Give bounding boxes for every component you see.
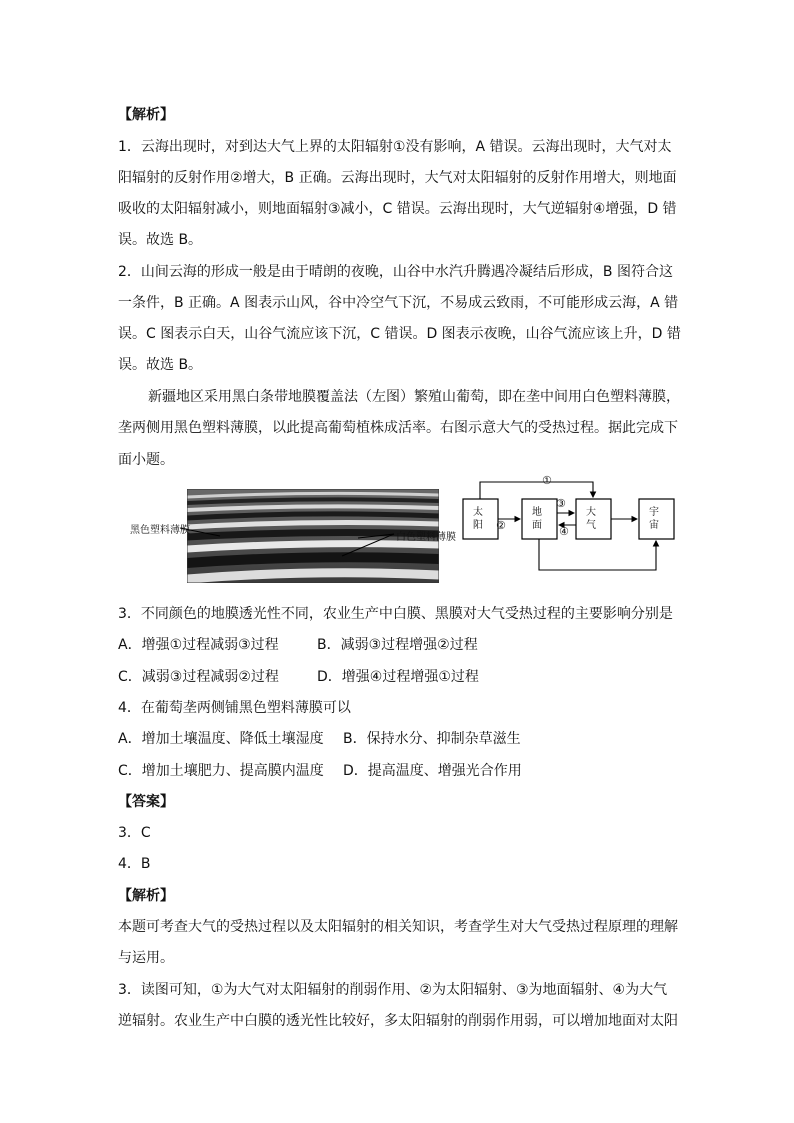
analysis2-line: 逆辐射。农业生产中白膜的透光性比较好，多太阳辐射的削弱作用弱，可以增加地面对太阳: [118, 1013, 678, 1029]
intro-line: 新疆地区采用黑白条带地膜覆盖法（左图）繁殖山葡萄，即在垄中间用白色塑料薄膜，: [148, 389, 680, 405]
intro-line: 垄两侧用黑色塑料薄膜，以此提高葡萄植株成活率。右图示意大气的受热过程。据此完成下: [118, 420, 678, 436]
ground-label: 地 面: [532, 507, 542, 531]
analysis-tag: 【解析】: [118, 107, 174, 123]
sun-label: 太 阳: [473, 507, 483, 531]
analysis1-line: 阳辐射的反射作用②增大，B 正确。云海出现时，大气对太阳辐射的反射作用增大，则地面: [118, 170, 677, 186]
space-label: 宇 宙: [649, 507, 659, 531]
answer-tag: 【答案】: [118, 794, 174, 810]
question-4-stem: 4．在葡萄垄两侧铺黑色塑料薄膜可以: [118, 700, 351, 716]
analysis1-line: 误。故选 B。: [118, 232, 203, 248]
analysis1-line: 误。C 图表示白天，山谷气流应该下沉，C 错误。D 图表示夜晚，山谷气流应该上升，D 错: [118, 326, 681, 342]
analysis1-line: 吸收的太阳辐射减小，则地面辐射③减小，C 错误。云海出现时，大气逆辐射④增强，D 错: [118, 201, 677, 217]
process-1-label: ①: [542, 474, 552, 487]
analysis1-line: 1．云海出现时，对到达大气上界的太阳辐射①没有影响，A 错误。云海出现时，大气对太: [118, 139, 672, 155]
process-4-label: ④: [559, 525, 569, 538]
answer-4: 4．B: [118, 856, 151, 872]
q4-option-d: D．提高温度、增强光合作用: [343, 763, 522, 779]
photo-label-white-film: 白色塑料薄膜: [396, 532, 456, 543]
q3-option-a: A．增强①过程减弱③过程: [118, 637, 279, 653]
atmosphere-heating-diagram: [460, 474, 680, 586]
analysis-tag: 【解析】: [118, 888, 174, 904]
analysis2-line: 3．读图可知，①为大气对太阳辐射的削弱作用、②为太阳辐射、③为地面辐射、④为大气: [118, 982, 668, 998]
q3-option-d: D．增强④过程增强①过程: [317, 669, 479, 685]
q4-option-c: C．增加土壤肥力、提高膜内温度: [118, 763, 324, 779]
process-3-label: ③: [556, 497, 566, 510]
analysis1-line: 一条件，B 正确。A 图表示山风，谷中冷空气下沉，不易成云致雨，不可能形成云海，A 错: [118, 295, 679, 311]
figure: [130, 474, 678, 586]
q4-option-b: B．保持水分、抑制杂草滋生: [343, 731, 521, 747]
atmosphere-label: 大 气: [586, 507, 596, 531]
photo-label-black-film: 黑色塑料薄膜: [130, 525, 190, 536]
answer-3: 3．C: [118, 825, 151, 841]
q3-option-b: B．减弱③过程增强②过程: [317, 637, 478, 653]
q3-option-c: C．减弱③过程减弱②过程: [118, 669, 279, 685]
q4-option-a: A．增加土壤温度、降低土壤湿度: [118, 731, 324, 747]
intro-line: 面小题。: [118, 452, 174, 468]
analysis2-line: 本题可考查大气的受热过程以及太阳辐射的相关知识，考查学生对大气受热过程原理的理解: [118, 919, 678, 935]
process-2-label: ②: [496, 519, 506, 532]
analysis1-line: 误。故选 B。: [118, 357, 203, 373]
question-3-stem: 3．不同颜色的地膜透光性不同，农业生产中白膜、黑膜对大气受热过程的主要影响分别是: [118, 606, 673, 622]
analysis2-line: 与运用。: [118, 950, 174, 966]
analysis1-line: 2．山间云海的形成一般是由于晴朗的夜晚，山谷中水汽升腾遇冷凝结后形成，B 图符合这: [118, 264, 673, 280]
